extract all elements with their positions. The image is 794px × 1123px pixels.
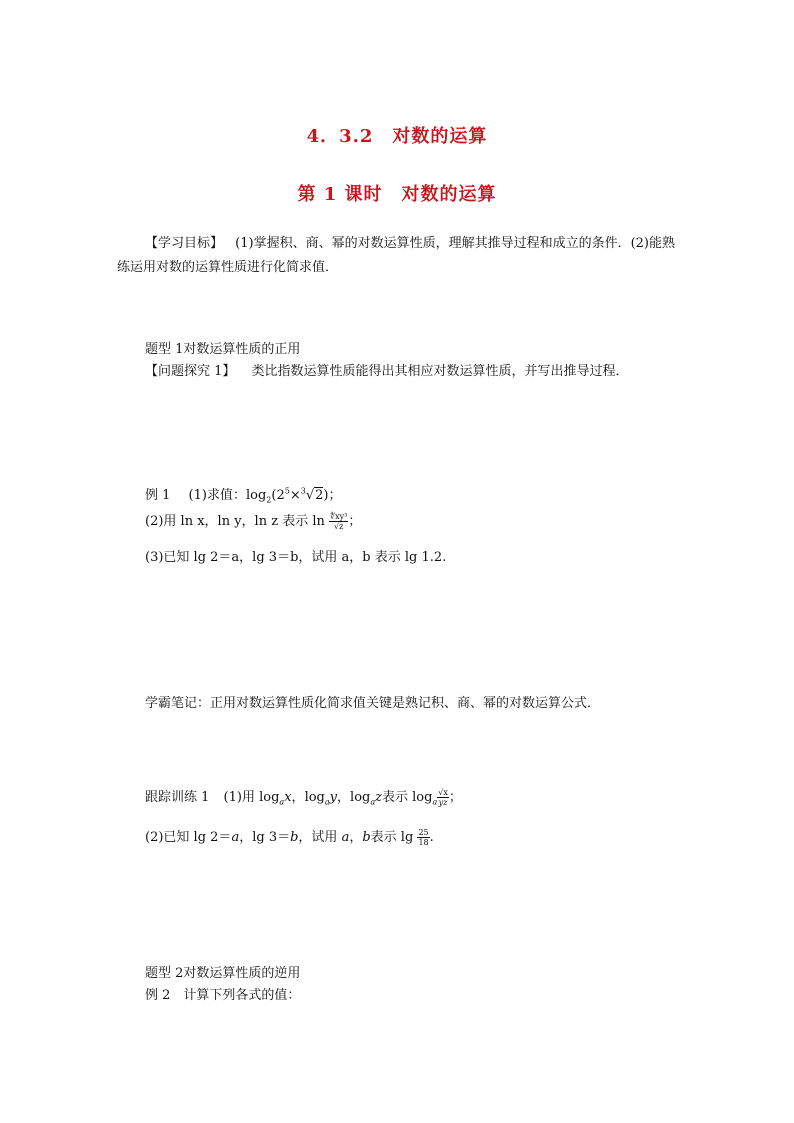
inquiry-1 bbox=[145, 360, 629, 379]
topic1-heading: 题型 1对数运算性质的正用 bbox=[145, 342, 301, 357]
practice1-part2: (2)已知 lg 2＝a，lg 3＝b，试用 a，b表示 lg $\frac{25}{18}$ . bbox=[145, 828, 434, 847]
example1-part3: (3)已知 lg 2＝a，lg 3＝b，试用 a，b 表示 lg 1.2. bbox=[145, 550, 447, 565]
topic2-heading: 题型 2对数运算性质的逆用 bbox=[145, 966, 301, 981]
objectives-label: 【学习目标】 bbox=[145, 236, 224, 251]
example2-intro: 例 2 计算下列各式的值： bbox=[145, 988, 301, 1003]
objectives-text: (1)掌握积、商、幂的对数运算性质，理解其推导过程和成立的条件．(2)能熟练运用对数的运算性质进行化简求值． bbox=[117, 236, 675, 275]
learning-objectives bbox=[117, 232, 682, 280]
radical: √2 bbox=[305, 488, 324, 503]
fraction: $\frac{√x}{yz}$ bbox=[438, 788, 448, 807]
study-note: 学霸笔记：正用对数运算性质化简求值关键是熟记积、商、幂的对数运算公式． bbox=[145, 696, 601, 711]
practice1-label: 跟踪训练 1 bbox=[145, 790, 210, 805]
practice1-part1: 跟踪训练 1 (1)用 $\log_ax$，$\log_ay$，$\log_az$表示 $\log_a$ $\frac{√x}{yz}$ ； bbox=[145, 788, 462, 807]
example1-label: 例 1 bbox=[145, 488, 171, 503]
example1-part1: 例 1 (1)求值：$\log_2(2^5\times^3√2)$； bbox=[145, 486, 342, 505]
inquiry-text: 类比指数运算性质能得出其相应对数运算性质，并写出推导过程． bbox=[251, 364, 629, 379]
fraction: $\frac{25}{18}$ bbox=[418, 828, 429, 847]
inquiry-label: 【问题探究 1】 bbox=[145, 364, 236, 379]
section-title: 4．3.2 对数的运算 bbox=[306, 126, 488, 147]
fraction: $\frac{\text{∜xy³}}{√z}$ bbox=[330, 512, 348, 531]
example1-part2: (2)用 ln x，ln y，ln z 表示 ln $\frac{\text{∜xy³}}{√z}$ ； bbox=[145, 512, 362, 531]
lesson-title: 第 1 课时 对数的运算 bbox=[297, 184, 497, 205]
